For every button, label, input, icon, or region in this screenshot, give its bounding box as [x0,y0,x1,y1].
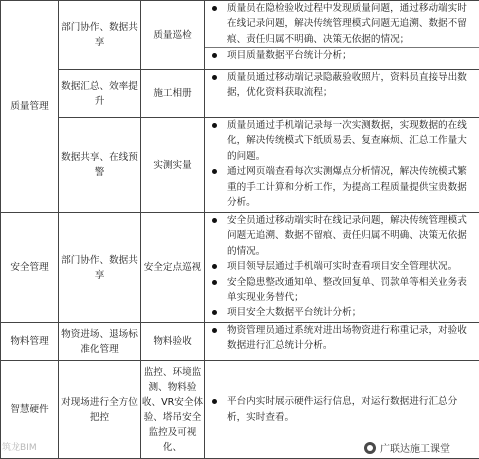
list-item: 物资管理员通过系统对进出场物资进行称重记录，对验收数据进行汇总统计分析。 [227,323,475,354]
module-cell [59,213,141,323]
table-row [1,1,479,70]
function-label: 监控、环境监测、物料验收、VR安全体验、塔吊安全监控及可视化、 [142,367,203,453]
category-label: 质量管理 [10,101,48,112]
watermark-left: 筑龙BIM [2,440,37,453]
description-cell [205,323,479,361]
watermark-right-label: 广联达施工课堂 [380,440,450,455]
category-cell [1,213,59,323]
description-cell [205,1,479,70]
category-label: 物料管理 [10,336,48,347]
list-item: 质量员通过手机端记录每一次实测数据，实现数据的在线化，解决传统模式下纸质易丢、复查麻烦、汇总工作量大的问题。 [227,118,475,164]
module-label: 部门协作、数据共享 [61,255,138,281]
list-item: 通过网页端查看每次实测爆点分析情况，解决传统模式繁重的手工计算和分析工作，为提高工程质量提供宝贵数据分析。 [227,164,475,210]
module-cell [59,70,141,118]
function-cell [141,323,205,361]
function-label: 安全定点巡视 [144,262,202,273]
table-row [1,70,479,118]
list-item: 安全隐患整改通知单、整改回复单、罚款单等相关业务表单实现业务替代； [227,275,475,306]
watermark-right [364,440,450,455]
list-item: 质量员在隐检验收过程中发现质量问题，通过移动端实时在线记录问题，解决传统管理模式问题无追溯、数据不留痕、责任归属不明确、决策无依据的情况； [227,1,475,47]
module-cell [59,323,141,361]
function-cell [141,213,205,323]
list-item: 项目安全大数据平台统计分析； [227,305,475,320]
category-cell [1,323,59,361]
function-label: 质量巡检 [153,30,191,41]
function-label: 施工相册 [153,88,191,99]
function-label: 实测实量 [153,160,191,171]
list-item: 质量员通过移动端记录隐蔽验收照片，资料员直接导出数据，优化资料获取流程； [227,70,475,101]
module-label: 部门协作、数据共享 [61,22,138,48]
module-label: 物资进场、退场标准化管理 [61,329,138,355]
description-cell [205,118,479,213]
function-cell [141,70,205,118]
module-label: 对现场进行全方位把控 [61,397,138,423]
function-cell [141,118,205,213]
list-item: 安全员通过移动端实时在线记录问题，解决传统管理模式问题无追溯、数据不留痕、责任归属不明确、决策无依据的情况。 [227,213,475,259]
list-item: 项目领导层通过手机端可实时查看项目安全管理状况。 [227,259,475,274]
category-label: 智慧硬件 [10,404,48,415]
description-cell [205,70,479,118]
function-cell [141,361,205,459]
table-row [1,323,479,361]
module-cell [59,1,141,70]
module-cell [59,361,141,459]
module-label: 数据汇总、效率提升 [61,81,138,107]
list-item: 项目质量数据平台统计分析； [227,48,475,63]
wechat-icon [364,442,376,454]
module-label: 数据共享、在线预警 [61,152,138,178]
module-cell [59,118,141,213]
function-cell [141,1,205,70]
category-cell [1,1,59,213]
description-cell [205,213,479,323]
function-label: 物料验收 [153,336,191,347]
table-row [1,118,479,213]
category-label: 安全管理 [10,262,48,273]
table-row [1,213,479,323]
list-item: 平台内实时展示硬件运行信息，对运行数据进行汇总分析，实时查看。 [227,394,475,425]
